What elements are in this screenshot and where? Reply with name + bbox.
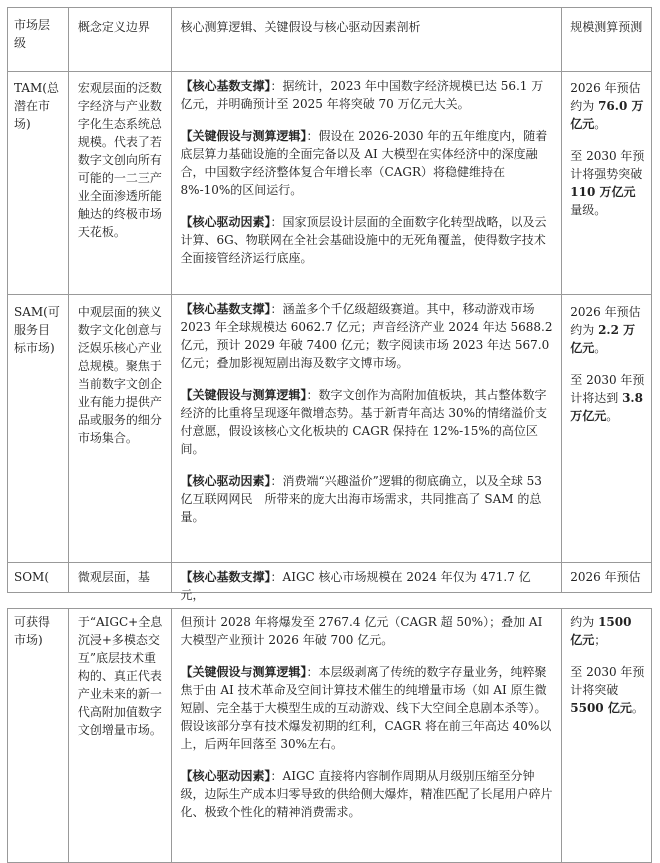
som-definition-part1: 微观层面，基 [69, 563, 172, 592]
sam-forecast-2026-value: 2.2 万亿元 [570, 323, 636, 355]
som-base-text-part1: ：AIGC 核心市场规模在 2024 年仅为 471.7 亿元， [180, 570, 531, 602]
som-assumption-paragraph [181, 663, 554, 753]
tam-forecast-2026-value: 76.0 万亿元 [570, 99, 644, 131]
som-base-label: 【核心基数支撑】 [180, 570, 271, 584]
sam-forecast-2026 [570, 303, 645, 357]
sam-driver-text: ：消费端“兴趣溢价”逻辑的彻底确立，以及全球 53 亿互联网网民 所带来的庞大出海市场需求，共同推高了 SAM 的总量。 [180, 474, 542, 524]
som-forecast-part1: 2026 年预估 [570, 570, 641, 584]
som-assumption-label: 【关键假设与测算逻辑】 [180, 665, 307, 679]
som-forecast-2030-value: 5500 亿元 [570, 701, 632, 715]
som-forecast-2026-value: 1500 亿元 [570, 615, 632, 647]
som-forecast-2030 [570, 663, 645, 717]
sam-forecast-2026-prefix: 2026 年预估约为 [570, 305, 641, 337]
tam-base-text: ：据统计，2023 年中国数字经济规模已达 56.1 万亿元，并明确预计至 2025 年将突破 70 万亿元大关。 [180, 79, 544, 111]
som-definition-part2: 于“AIGC+全息沉浸+多模态交互”底层技术重构的、真正代表产业未来的新一代高附加值数字文创增量市场。 [69, 609, 172, 862]
som-forecast-2026 [570, 613, 645, 649]
som-level-part2: 可获得市场) [8, 609, 69, 862]
som-assumption-text: ：本层级剥离了传统的数字存量业务，纯粹聚焦于由 AI 技术革命及空间计算技术催生的纯增量市场（如 AI 原生微短剧、完全基于大模型生成的互动游戏、线下大空间全息剧本杀等）。假设该部分享有技术爆发初期的红利，CAGR 将在前三年高达 40%以上，后两年回落至 30%左右。 [180, 665, 552, 751]
header-market-level: 市场层级 [8, 8, 69, 71]
som-driver-label: 【核心驱动因素】 [180, 769, 271, 783]
tam-driver-label: 【核心驱动因素】 [180, 215, 271, 229]
sam-forecast-2030-suffix: 。 [606, 409, 619, 423]
tam-forecast-2026-prefix: 2026 年预估约为 [570, 81, 641, 113]
table-row-som [8, 609, 651, 862]
table-row-som-top [8, 563, 651, 602]
som-forecast-2026-prefix: 约为 [570, 615, 599, 629]
som-base-paragraph-part1 [181, 568, 554, 604]
tam-assumption-label: 【关键假设与测算逻辑】 [180, 129, 307, 143]
sam-driver-paragraph [181, 472, 554, 526]
table-row-sam [8, 295, 651, 563]
som-logic-part2 [172, 609, 563, 862]
tam-driver-paragraph [181, 213, 554, 267]
tam-driver-text: ：国家顶层设计层面的全面数字化转型战略，以及云计算、6G、物联网在全社会基础设施中的无死角覆盖，使得数字技术全面接管经济运行底座。 [180, 215, 547, 265]
som-forecast-2030-suffix: 。 [631, 701, 644, 715]
sam-forecast-2030 [570, 371, 645, 425]
sam-assumption-paragraph [181, 386, 554, 458]
tam-assumption-text: ：假设在 2026-2030 年的五年维度内，随着底层算力基础设施的全面完备以及 AI 大模型在实体经济中的深度融合，中国数字经济整体复合年增长率（CAGR）将稳健维持在 8%-10%的区间运行。 [180, 129, 548, 197]
som-driver-text: ：AIGC 直接将内容制作周期从月级别压缩至分钟级，边际生产成本归零导致的供给侧大爆炸，精准匹配了长尾用户碎片化、极致个性化的精神消费需求。 [180, 769, 553, 819]
som-driver-paragraph [181, 767, 554, 821]
tam-logic [172, 72, 563, 294]
sam-forecast-2030-prefix: 至 2030 年预计将达到 [570, 373, 645, 405]
header-forecast: 规模测算预测 [570, 20, 643, 34]
sam-level: SAM(可服务目标市场) [8, 295, 69, 562]
tam-forecast-2030 [570, 147, 645, 219]
sam-driver-label: 【核心驱动因素】 [180, 474, 271, 488]
header-logic: 核心测算逻辑、关键假设与核心驱动因素剖析 [172, 8, 563, 71]
tam-forecast-2030-value: 110 万亿元 [570, 185, 636, 199]
tam-forecast-2030-prefix: 至 2030 年预计将强势突破 [570, 149, 645, 181]
tam-definition: 宏观层面的泛数字经济与产业数字化生态系统总规模。代表了若数字文创向所有可能的一二三产业全面渗透所能触达的终极市场天花板。 [69, 72, 172, 294]
market-size-table [7, 7, 652, 602]
tam-forecast-2030-suffix: 量级。 [570, 203, 607, 217]
som-base-paragraph-part2: 但预计 2028 年将爆发至 2767.4 亿元（CAGR 超 50%）；叠加 AI 大模型产业预计 2026 年破 700 亿元。 [180, 615, 543, 647]
sam-forecast-2030-value: 3.8 万亿元 [570, 391, 643, 423]
sam-definition: 中观层面的狭义数字文化创意与泛娱乐核心产业总规模。聚焦于当前数字文创企业有能力提供产品或服务的细分市场集合。 [69, 295, 172, 562]
tam-assumption-paragraph [181, 127, 554, 199]
som-forecast-2030-prefix: 至 2030 年预计将突破 [570, 665, 645, 697]
sam-logic [172, 295, 563, 562]
sam-forecast [562, 295, 651, 562]
table-row-tam [8, 72, 651, 295]
table-header-row [8, 8, 651, 72]
market-size-table-continued [7, 608, 652, 863]
sam-base-text: ：涵盖多个千亿级超级赛道。其中，移动游戏市场 2023 年全球规模达 6062.7 亿元；声音经济产业 2024 年达 5688.2 亿元，预计 2029 年破 7400 亿元；数字阅读市场 2023 年达 567.0 亿元；叠加影视短剧出海及数字文博市场。 [180, 302, 553, 370]
tam-forecast-2026 [570, 79, 645, 133]
tam-forecast [562, 72, 651, 294]
sam-base-paragraph [181, 300, 554, 372]
som-level-part1: SOM( [8, 563, 69, 592]
sam-assumption-label: 【关键假设与测算逻辑】 [180, 388, 307, 402]
tam-base-paragraph [181, 77, 554, 113]
sam-assumption-text: ：数字文创作为高附加值板块，其占整体数字经济的比重将呈现逐年微增态势。基于新青年高达 30%的情绪溢价支付意愿，假设该核心文化板块的 CAGR 保持在 12%-15%的高位区间。 [180, 388, 548, 456]
sam-base-label: 【核心基数支撑】 [180, 302, 271, 316]
sam-forecast-2026-suffix: 。 [594, 341, 607, 355]
som-logic-part1 [172, 563, 563, 602]
tam-base-label: 【核心基数支撑】 [180, 79, 271, 93]
tam-forecast-2026-suffix: 。 [594, 117, 607, 131]
tam-level: TAM(总潜在市场) [8, 72, 69, 294]
som-forecast-2026-suffix: ； [594, 633, 607, 647]
header-definition: 概念定义边界 [69, 8, 172, 71]
som-forecast-part2 [562, 609, 651, 862]
